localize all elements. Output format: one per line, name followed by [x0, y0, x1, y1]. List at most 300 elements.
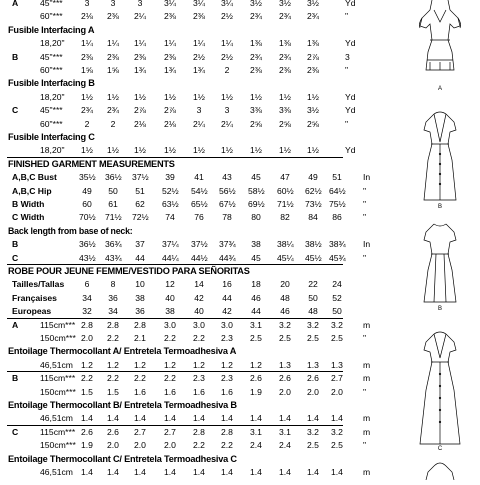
table-cell: 1.4: [279, 467, 291, 477]
heading-text: Fusible Interfacing A: [8, 24, 95, 35]
table-cell: 2.0: [107, 440, 119, 451]
table-cell: 2⅛: [81, 11, 93, 22]
table-cell: 8: [110, 279, 116, 290]
table-cell: 49: [308, 172, 318, 183]
table-cell: 37¼: [162, 239, 179, 250]
table-cell: 36½: [79, 239, 96, 250]
table-cell: 2⅜: [250, 65, 262, 75]
table-cell: 2⅜: [107, 11, 119, 22]
table-cell: 1½: [250, 91, 262, 102]
table-cell: 1.2: [193, 359, 205, 370]
table-cell: 1.2: [164, 359, 176, 370]
figure-view-c-back: [400, 460, 480, 480]
figure-label: B: [437, 306, 442, 312]
row-label: Françaises: [12, 292, 57, 303]
table-cell: 38: [135, 292, 145, 303]
table-cell: 50: [308, 292, 318, 303]
table-cell: 1⅝: [107, 65, 119, 75]
table-row: [0, 143, 400, 157]
table-cell: 2⅝: [279, 118, 291, 129]
row-label: 46,51cm: [40, 467, 73, 477]
table-cell: 1.5: [107, 386, 119, 397]
heading-text: Fusible Interfacing B: [8, 78, 95, 89]
table-cell: 2.2: [193, 440, 205, 451]
table-row: [0, 331, 400, 345]
table-cell: 44: [251, 306, 261, 317]
table-cell: 3.0: [164, 319, 176, 330]
table-row: [0, 358, 400, 372]
table-cell: 3⅜: [250, 105, 262, 116]
table-cell: 86: [332, 212, 342, 223]
unit-label: ": [345, 11, 349, 22]
table-cell: 3: [84, 0, 90, 8]
table-cell: 2⅞: [307, 51, 319, 62]
table-cell: 39: [165, 172, 175, 183]
unit-label: ": [363, 199, 367, 209]
table-cell: 1.3: [331, 359, 343, 370]
table-cell: 1.4: [221, 467, 233, 477]
table-row: [0, 371, 400, 385]
table-cell: 58½: [248, 185, 265, 196]
table-cell: 1½: [81, 145, 93, 156]
row-label: Tailles/Tallas: [12, 279, 65, 290]
table-cell: 3: [110, 0, 116, 8]
table-cell: 42: [222, 306, 232, 317]
table-cell: 1.2: [134, 359, 146, 370]
table-cell: 3½: [279, 0, 291, 8]
table-cell: 1½: [307, 91, 319, 102]
table-cell: 1.4: [164, 413, 176, 424]
unit-label: ": [363, 440, 367, 451]
table-row: [0, 9, 400, 23]
table-cell: 3.2: [307, 426, 319, 437]
table-cell: 50: [108, 185, 118, 196]
unit-label: Yd: [345, 0, 356, 8]
unit-label: ": [345, 65, 349, 75]
table-cell: 70½: [79, 212, 96, 223]
table-cell: 1½: [134, 91, 146, 102]
table-cell: 2¼: [134, 11, 146, 22]
table-cell: 35½: [79, 172, 96, 183]
row-label: 150cm***: [40, 333, 76, 343]
unit-label: In: [363, 172, 371, 183]
table-cell: 1.4: [307, 467, 319, 477]
table-cell: 3½: [307, 0, 319, 8]
table-cell: 36½: [105, 172, 122, 183]
table-cell: 60½: [277, 185, 294, 196]
table-cell: 16: [222, 279, 232, 290]
view-letter: C: [12, 105, 19, 116]
table-cell: 3: [196, 105, 202, 116]
unit-label: 3: [345, 51, 350, 62]
table-cell: 2.5: [331, 440, 343, 451]
table-cell: 3¼: [221, 0, 233, 8]
figure-view-a: [400, 0, 480, 100]
table-cell: 1⅜: [307, 38, 319, 49]
table-cell: 1.4: [331, 413, 343, 424]
table-cell: 73½: [305, 199, 322, 209]
unit-label: ": [363, 386, 367, 397]
table-cell: 2⅜: [164, 11, 176, 22]
table-cell: 1.4: [81, 467, 93, 477]
table-cell: 1.4: [81, 413, 93, 424]
table-cell: 2½: [221, 51, 233, 62]
row-label: 115cm***: [40, 426, 76, 437]
table-cell: 46: [280, 306, 290, 317]
table-row: [0, 170, 400, 184]
table-cell: 1¾: [134, 65, 146, 75]
table-cell: 48: [308, 306, 318, 317]
table-row: [0, 304, 400, 318]
table-cell: 1¼: [107, 38, 119, 49]
table-cell: 2¾: [81, 105, 93, 116]
unit-label: m: [363, 413, 371, 424]
row-label: 60"***: [40, 118, 63, 129]
table-cell: 3½: [250, 0, 262, 8]
table-cell: 2¾: [307, 11, 319, 22]
table-cell: 54½: [191, 185, 208, 196]
row-label: 45"***: [40, 0, 63, 8]
table-cell: 2.5: [331, 333, 343, 343]
table-cell: 40: [165, 292, 175, 303]
table-cell: 52½: [162, 185, 179, 196]
unit-label: Yd: [345, 105, 356, 116]
table-cell: 3¼: [164, 0, 176, 8]
table-cell: 34: [108, 306, 118, 317]
table-cell: 63½: [162, 199, 179, 209]
table-cell: 49: [82, 185, 92, 196]
table-cell: 2.5: [307, 333, 319, 343]
table-cell: 22: [308, 279, 318, 290]
section-heading: [0, 264, 400, 278]
table-cell: 2.6: [307, 373, 319, 384]
table-cell: 1.2: [250, 359, 262, 370]
table-row: [0, 438, 400, 452]
table-cell: 2.5: [279, 333, 291, 343]
table-cell: 44: [135, 252, 145, 263]
table-cell: 2.2: [81, 373, 93, 384]
table-cell: 46: [251, 292, 261, 303]
row-label: C: [12, 252, 19, 263]
figure-view-b-front: [400, 110, 480, 210]
table-cell: 38: [251, 239, 261, 250]
table-cell: 80: [251, 212, 261, 223]
table-cell: 60: [82, 199, 92, 209]
row-label: B: [12, 239, 19, 250]
table-cell: 38¼: [277, 239, 294, 250]
table-cell: 43¾: [105, 252, 122, 263]
table-cell: 1.4: [250, 467, 262, 477]
garment-illustrations: [400, 0, 480, 480]
table-cell: 3.1: [250, 426, 262, 437]
table-cell: 1.4: [107, 467, 119, 477]
table-cell: 36¾: [105, 239, 122, 250]
table-cell: 1.6: [164, 386, 176, 397]
table-cell: 1.4: [331, 467, 343, 477]
table-cell: 2.4: [250, 440, 262, 451]
unit-label: m: [363, 359, 371, 370]
table-cell: 3½: [307, 105, 319, 116]
table-cell: 37: [135, 239, 145, 250]
table-cell: 1½: [221, 91, 233, 102]
table-row: [0, 411, 400, 425]
section-heading: [0, 23, 400, 37]
table-cell: 2.7: [331, 373, 343, 384]
table-cell: 37¾: [219, 239, 236, 250]
table-cell: 24: [332, 279, 342, 290]
row-label: 60"***: [40, 65, 63, 75]
table-cell: 3.2: [279, 319, 291, 330]
table-cell: 50: [332, 306, 342, 317]
table-row: [0, 103, 400, 117]
table-row: [0, 90, 400, 104]
table-cell: 2¾: [279, 51, 291, 62]
table-cell: 2¼: [221, 118, 233, 129]
table-cell: 1.2: [221, 359, 233, 370]
table-cell: 6: [84, 279, 90, 290]
figure-view-c-front: [400, 330, 480, 460]
table-cell: 12: [165, 279, 175, 290]
row-label: A,B,C Hip: [12, 185, 52, 196]
unit-label: Yd: [345, 91, 356, 102]
unit-label: Yd: [345, 145, 356, 156]
unit-label: ": [345, 118, 349, 129]
table-cell: 1¼: [134, 38, 146, 49]
figure-label: C: [437, 446, 443, 452]
table-cell: 44: [222, 292, 232, 303]
figure-label: B: [437, 204, 442, 210]
table-cell: 2.3: [221, 333, 233, 343]
table-row: [0, 251, 400, 265]
view-letter: C: [12, 426, 19, 437]
table-cell: 71½: [105, 212, 122, 223]
table-cell: 1¼: [221, 38, 233, 49]
table-cell: 2¼: [193, 118, 205, 129]
table-cell: 1.3: [279, 359, 291, 370]
table-cell: 1½: [307, 145, 319, 156]
unit-label: m: [363, 319, 371, 330]
table-cell: 2.0: [279, 386, 291, 397]
table-cell: 3: [137, 0, 143, 8]
heading-text: Entoilage Thermocollant C/ Entretela Termoadhesiva C: [8, 453, 237, 464]
table-cell: 1.5: [81, 386, 93, 397]
row-label: A,B,C Bust: [12, 172, 57, 183]
table-cell: 3.0: [221, 319, 233, 330]
table-cell: 2.8: [81, 319, 93, 330]
table-cell: 2¾: [250, 11, 262, 22]
table-cell: 45: [251, 252, 261, 263]
table-cell: 3: [224, 105, 230, 116]
table-cell: 41: [194, 172, 204, 183]
table-row: [0, 36, 400, 50]
table-cell: 1½: [164, 145, 176, 156]
table-row: [0, 385, 400, 399]
row-label: 18,20": [40, 38, 65, 49]
table-cell: 1⅜: [250, 38, 262, 49]
table-cell: 2⅝: [307, 118, 319, 129]
unit-label: m: [363, 467, 371, 477]
table-cell: 2.0: [331, 386, 343, 397]
table-cell: 1¾: [193, 65, 205, 75]
table-cell: 2.8: [221, 426, 233, 437]
heading-text: Fusible Interfacing C: [8, 132, 95, 142]
table-cell: 38: [165, 306, 175, 317]
table-cell: 43½: [79, 252, 96, 263]
dress-b-back-icon: [400, 220, 480, 310]
table-cell: 14: [194, 279, 204, 290]
table-cell: 3¼: [193, 0, 205, 8]
table-cell: 52: [332, 292, 342, 303]
table-cell: 1.4: [134, 413, 146, 424]
table-cell: 1.4: [250, 413, 262, 424]
table-cell: 2⅛: [134, 118, 146, 129]
table-cell: 2.2: [164, 333, 176, 343]
table-cell: 2.5: [307, 440, 319, 451]
table-cell: 51: [332, 172, 342, 183]
table-cell: 2.3: [193, 373, 205, 384]
table-cell: 36: [108, 292, 118, 303]
table-cell: 74: [165, 212, 175, 223]
table-cell: 3⅜: [279, 105, 291, 116]
table-cell: 1.6: [193, 386, 205, 397]
table-cell: 1.6: [134, 386, 146, 397]
table-cell: 75½: [329, 199, 346, 209]
table-cell: 3.2: [331, 426, 343, 437]
table-row: [0, 197, 400, 211]
view-letter: A: [12, 319, 19, 330]
figure-label: A: [437, 86, 442, 92]
table-cell: 1⅝: [81, 65, 93, 75]
table-cell: 2: [224, 65, 230, 75]
figure-view-b-back: [400, 220, 480, 320]
table-cell: 72½: [132, 212, 149, 223]
table-cell: 44¼: [162, 252, 179, 263]
table-cell: 40: [194, 306, 204, 317]
table-cell: 62: [135, 199, 145, 209]
table-cell: 61: [108, 199, 118, 209]
row-label: 150cm***: [40, 440, 76, 451]
table-cell: 2⅜: [279, 65, 291, 75]
table-cell: 2.3: [221, 373, 233, 384]
section-heading: [0, 398, 400, 412]
table-cell: 1.4: [134, 467, 146, 477]
table-cell: 2½: [193, 51, 205, 62]
unit-label: In: [363, 239, 371, 250]
table-cell: 2.0: [134, 440, 146, 451]
unit-label: ": [363, 252, 367, 263]
row-label: C Width: [12, 212, 45, 223]
table-cell: 2⅜: [134, 51, 146, 62]
table-cell: 1¼: [193, 38, 205, 49]
table-cell: 2: [84, 118, 90, 129]
table-row: [0, 277, 400, 291]
section-heading: [0, 157, 400, 171]
table-cell: 2.0: [307, 386, 319, 397]
table-cell: 38½: [305, 239, 322, 250]
table-cell: 1.4: [193, 467, 205, 477]
table-cell: 3.2: [331, 319, 343, 330]
table-cell: 2.0: [164, 440, 176, 451]
table-row: [0, 318, 400, 332]
table-row: [0, 237, 400, 251]
table-cell: 34: [82, 292, 92, 303]
unit-label: Yd: [345, 38, 356, 49]
table-cell: 2.7: [164, 426, 176, 437]
table-cell: 1.2: [107, 359, 119, 370]
table-cell: 1¼: [164, 38, 176, 49]
table-row: [0, 50, 400, 64]
unit-label: ": [363, 185, 367, 196]
row-label: B Width: [12, 199, 45, 209]
table-cell: 1.9: [250, 386, 262, 397]
table-cell: 2⅜: [81, 51, 93, 62]
table-cell: 82: [280, 212, 290, 223]
row-label: 46,51cm: [40, 413, 73, 424]
table-cell: 3.1: [250, 319, 262, 330]
row-label: 46,51cm: [40, 359, 73, 370]
table-cell: 1.4: [193, 413, 205, 424]
table-cell: 1½: [250, 145, 262, 156]
table-cell: 2.7: [134, 426, 146, 437]
table-cell: 71½: [277, 199, 294, 209]
table-cell: 1½: [107, 91, 119, 102]
table-cell: 1.4: [164, 467, 176, 477]
table-cell: 64½: [329, 185, 346, 196]
table-cell: 3.2: [307, 319, 319, 330]
table-cell: 2.2: [164, 373, 176, 384]
table-cell: 47: [280, 172, 290, 183]
table-cell: 1½: [193, 91, 205, 102]
table-cell: 1.2: [81, 359, 93, 370]
table-cell: 2⅞: [164, 105, 176, 116]
table-cell: 1.4: [107, 413, 119, 424]
table-cell: 2⅞: [134, 105, 146, 116]
table-cell: 2.2: [193, 333, 205, 343]
table-cell: 36: [135, 306, 145, 317]
table-cell: 2⅜: [193, 11, 205, 22]
row-label: 18,20": [40, 145, 65, 156]
table-cell: 1.4: [279, 413, 291, 424]
heading-text: Entoilage Thermocollant B/ Entretela Termoadhesiva B: [8, 400, 237, 410]
table-cell: 2⅜: [164, 51, 176, 62]
table-cell: 45¼: [277, 252, 294, 263]
section-heading: [0, 452, 400, 466]
heading-text: ROBE POUR JEUNE FEMME/VESTIDO PARA SEÑORITAS: [8, 266, 250, 276]
table-cell: 2⅜: [107, 51, 119, 62]
table-cell: 20: [280, 279, 290, 290]
row-label: 60"***: [40, 11, 63, 22]
unit-label: m: [363, 373, 371, 384]
table-cell: 2.8: [193, 426, 205, 437]
table-cell: 1.3: [307, 359, 319, 370]
table-cell: 10: [135, 279, 145, 290]
table-cell: 37½: [132, 172, 149, 183]
table-row: [0, 210, 400, 224]
table-cell: 3.1: [279, 426, 291, 437]
table-cell: 1½: [164, 91, 176, 102]
table-row: [0, 291, 400, 305]
table-cell: 76: [194, 212, 204, 223]
table-cell: 1.4: [307, 413, 319, 424]
row-label: Europeas: [12, 306, 52, 317]
table-cell: 2⅛: [164, 118, 176, 129]
table-cell: 1½: [81, 91, 93, 102]
table-cell: 2.1: [134, 333, 146, 343]
table-cell: 2¾: [279, 11, 291, 22]
table-row: [0, 63, 400, 77]
table-cell: 45½: [305, 252, 322, 263]
dress-a-flutter-sleeve-icon: [400, 0, 480, 90]
